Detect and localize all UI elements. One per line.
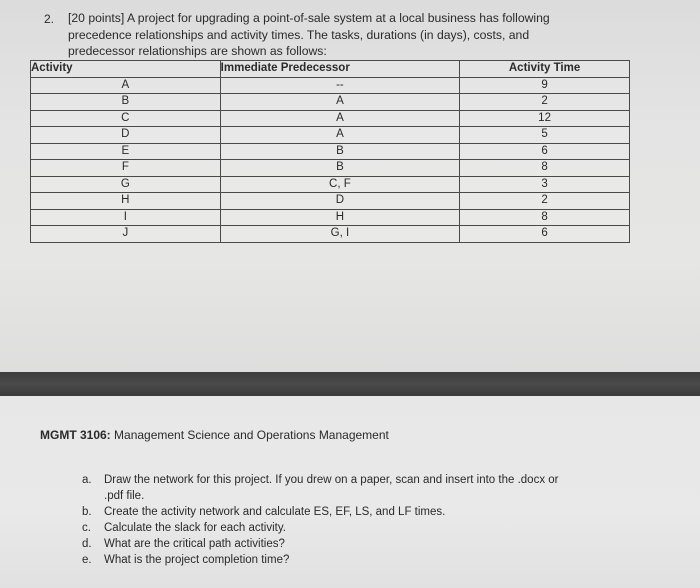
cell-predecessor: H xyxy=(220,209,459,226)
cell-predecessor: G, I xyxy=(220,226,459,243)
header-immediate-predecessor: Immediate Predecessor xyxy=(220,61,459,78)
cell-predecessor: D xyxy=(220,193,459,210)
cell-time: 8 xyxy=(460,209,630,226)
cell-time: 2 xyxy=(460,94,630,111)
cell-predecessor: B xyxy=(220,143,459,160)
cell-predecessor: A xyxy=(220,127,459,144)
cell-activity: D xyxy=(31,127,221,144)
list-marker: a. xyxy=(82,474,92,486)
task-list xyxy=(82,472,622,568)
list-item xyxy=(82,536,622,552)
cell-activity: B xyxy=(31,94,221,111)
list-marker: e. xyxy=(82,554,92,566)
cell-predecessor: A xyxy=(220,110,459,127)
cell-time: 9 xyxy=(460,77,630,94)
list-item-text: Create the activity network and calculate ES, EF, LS, and LF times. xyxy=(104,506,446,518)
list-item-text: What are the critical path activities? xyxy=(104,538,285,550)
course-name: Management Science and Operations Management xyxy=(110,428,389,442)
question-text-line: predecessor relationships are shown as follows: xyxy=(68,44,327,58)
list-item xyxy=(82,520,622,536)
list-item xyxy=(82,504,622,520)
table-row xyxy=(31,193,630,210)
list-marker: b. xyxy=(82,506,92,518)
activity-table xyxy=(30,60,630,243)
table-row xyxy=(31,209,630,226)
cell-time: 12 xyxy=(460,110,630,127)
cell-activity: F xyxy=(31,160,221,177)
list-marker: d. xyxy=(82,538,92,550)
question-text-line: precedence relationships and activity times. The tasks, durations (in days), costs, and xyxy=(68,27,530,42)
table-row xyxy=(31,127,630,144)
list-item xyxy=(82,472,622,504)
header-activity: Activity xyxy=(31,61,221,78)
header-activity-time: Activity Time xyxy=(460,61,630,78)
course-title xyxy=(40,428,389,442)
cell-time: 6 xyxy=(460,226,630,243)
list-item-text: What is the project completion time? xyxy=(104,554,290,566)
list-item-text: Calculate the slack for each activity. xyxy=(104,522,286,534)
list-item-text: Draw the network for this project. If you drew on a paper, scan and insert into the .docx or xyxy=(104,474,559,486)
course-code: MGMT 3106: xyxy=(40,428,111,442)
table-row xyxy=(31,176,630,193)
cell-activity: C xyxy=(31,110,221,127)
cell-time: 6 xyxy=(460,143,630,160)
question-number: 2. xyxy=(44,12,55,26)
question-text xyxy=(68,10,588,60)
cell-activity: H xyxy=(31,193,221,210)
cell-time: 8 xyxy=(460,160,630,177)
table-row xyxy=(31,77,630,94)
list-marker: c. xyxy=(82,522,91,534)
list-item xyxy=(82,552,622,568)
table-header-row xyxy=(31,61,630,78)
cell-time: 2 xyxy=(460,193,630,210)
question-text-line: [20 points] A project for upgrading a point-of-sale system at a local business has following xyxy=(68,11,550,25)
page-divider xyxy=(0,372,700,396)
cell-predecessor: B xyxy=(220,160,459,177)
cell-activity: E xyxy=(31,143,221,160)
cell-activity: A xyxy=(31,77,221,94)
table-row xyxy=(31,160,630,177)
cell-predecessor: -- xyxy=(220,77,459,94)
table-row xyxy=(31,94,630,111)
cell-predecessor: A xyxy=(220,94,459,111)
cell-time: 3 xyxy=(460,176,630,193)
table-row xyxy=(31,226,630,243)
list-item-text-continued: .pdf file. xyxy=(104,490,145,502)
cell-predecessor: C, F xyxy=(220,176,459,193)
cell-activity: I xyxy=(31,209,221,226)
table-row xyxy=(31,143,630,160)
cell-activity: G xyxy=(31,176,221,193)
cell-activity: J xyxy=(31,226,221,243)
table-row xyxy=(31,110,630,127)
cell-time: 5 xyxy=(460,127,630,144)
